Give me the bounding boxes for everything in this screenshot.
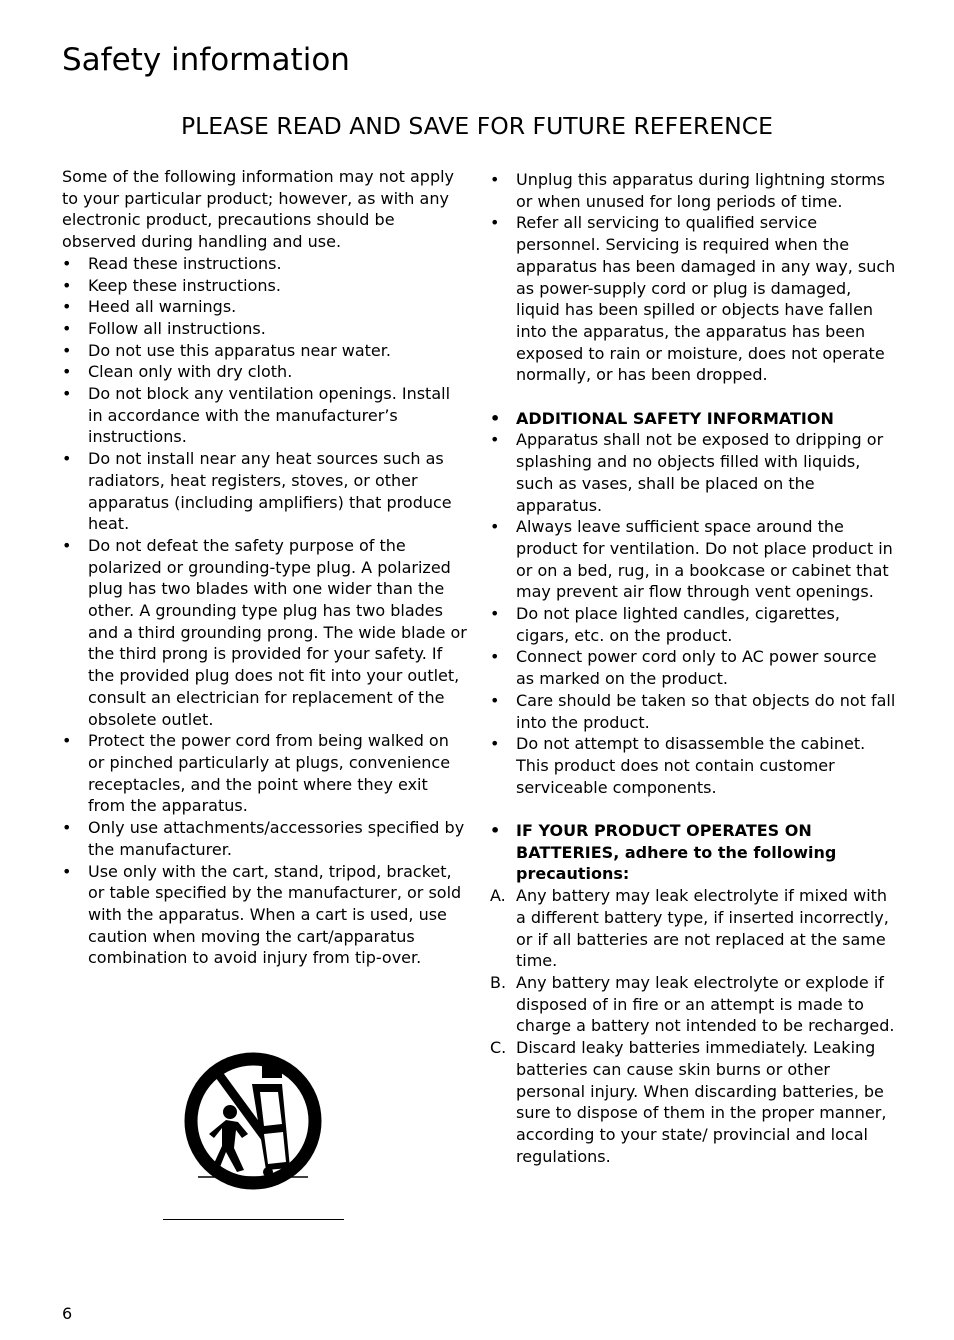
list-item [490,733,898,798]
heading-text: IF YOUR PRODUCT OPERATES ON BATTERIES, adhere to the following precautions: [516,821,837,884]
list-item [62,361,468,383]
list-item-text: Unplug this apparatus during lightning storms or when unused for long periods of time. [516,170,886,211]
list-item [62,318,468,340]
bullet-icon: • [490,821,501,841]
item-marker: A. [490,886,506,906]
list-item [490,690,898,733]
page-number: 6 [62,1304,73,1323]
list-item-text: Do not attempt to disassemble the cabinet. This product does not contain customer serviceable components. [516,734,866,797]
intro-paragraph: Some of the following information may not apply to your particular product; however, as with any electronic product, precautions should be observed during handling and use. [62,167,455,252]
item-marker: C. [490,1038,507,1058]
list-item [490,429,898,516]
list-item [490,516,898,603]
item-marker: B. [490,972,507,992]
bullet-icon: • [62,318,72,338]
list-item-text: Any battery may leak electrolyte or explode if disposed of in fire or an attempt is made to charge a battery not intended to be recharged. [516,972,895,1036]
list-item [490,1037,898,1167]
list-item [490,885,898,972]
bullet-icon: • [62,340,72,360]
bullet-icon: • [490,734,500,754]
bullet-icon: • [490,430,500,450]
list-item-text: Heed all warnings. [88,297,237,317]
list-item [62,535,468,730]
bullet-icon: • [62,275,72,295]
list-item-text: Always leave sufficient space around the product for ventilation. Do not place product in or on a bed, rug, in a bookcase or cabinet that may prevent air flow through vent openings. [516,517,893,602]
bullet-icon: • [490,647,500,667]
list-item-text: Keep these instructions. [88,275,281,295]
list-item-text: Read these instructions. [88,253,282,273]
bullet-icon: • [490,213,500,233]
batteries-heading [490,820,898,885]
list-item-text: Follow all instructions. [88,318,266,338]
bullet-icon: • [62,297,72,317]
battery-list [490,820,898,1167]
list-item-text: Discard leaky batteries immediately. Leaking batteries can cause skin burns or other personal injury. When discarding batteries, be sure to dispose of them in the proper manner, according to your state/ provincial and local regulations. [516,1038,887,1166]
bullet-icon: • [62,449,72,469]
safety-instructions-list [62,253,468,969]
bullet-icon: • [62,818,72,838]
additional-safety-heading [490,408,898,430]
bullet-icon: • [490,170,500,189]
bullet-icon: • [490,690,500,710]
list-item-text: Apparatus shall not be exposed to dripping or splashing and no objects filled with liquids, such as vases, shall be placed on the apparatus. [516,430,884,515]
list-item [62,861,468,970]
additional-safety-list [490,408,898,799]
list-item [490,646,898,689]
list-item-text: Any battery may leak electrolyte if mixed with a different battery type, if inserted incorrectly, or if all batteries are not replaced at the same time. [516,886,889,971]
bullet-icon: • [62,362,72,382]
bullet-icon: • [490,408,501,428]
list-item-text: Do not install near any heat sources such as radiators, heat registers, stoves, or other apparatus (including amplifiers) that produce heat. [88,449,452,534]
list-item-text: Do not use this apparatus near water. [88,340,391,360]
list-item-text: Do not block any ventilation openings. Install in accordance with the manufacturer’s instructions. [88,384,451,447]
bullet-icon: • [490,604,500,624]
bullet-icon: • [62,861,72,881]
list-item [62,340,468,362]
page-subtitle: PLEASE READ AND SAVE FOR FUTURE REFERENCE [180,112,774,140]
list-item-text: Care should be taken so that objects do not fall into the product. [516,690,896,732]
list-item-text: Use only with the cart, stand, tripod, bracket, or table specified by the manufacturer, or sold with the apparatus. When a cart is used, use caution when moving the cart/apparatus combination to avoid injury from tip-over. [88,861,462,968]
list-item [62,730,468,817]
list-item [62,253,468,275]
list-item [62,448,468,535]
list-item-text: Do not place lighted candles, cigarettes, cigars, etc. on the product. [516,604,840,645]
list-item [62,296,468,318]
divider-line [163,1219,344,1220]
servicing-list [490,169,898,386]
list-item-text: Do not defeat the safety purpose of the polarized or grounding-type plug. A polarized plug has two blades with one wider than the other. A grounding type plug has two blades and a third grounding prong. The wide blade or the third prong is provided for your safety. If the provided plug does not fit into your outlet, consult an electrician for replacement of the obsolete outlet. [88,535,467,729]
list-item [62,275,468,297]
list-item [490,603,898,646]
list-item-text: Only use attachments/accessories specified by the manufacturer. [88,818,465,859]
bullet-icon: • [490,517,500,537]
list-item-text: Refer all servicing to qualified service personnel. Servicing is required when the apparatus has been damaged in any way, such as power-supply cord or plug is damaged, liquid has been spilled or objects have fallen into the apparatus, the apparatus has been exposed to rain or moisture, does not operate normally, or has been dropped. [516,213,896,385]
bullet-icon: • [62,253,72,273]
list-item-text: Connect power cord only to AC power source as marked on the product. [516,647,877,689]
list-item [490,169,898,212]
list-item [62,383,468,448]
bullet-icon: • [62,384,72,404]
list-item [490,212,898,386]
list-item-text: Clean only with dry cloth. [88,362,293,382]
list-item [62,817,468,860]
page-title: Safety information [62,42,350,78]
heading-text: ADDITIONAL SAFETY INFORMATION [516,408,834,428]
cart-tip-over-warning-icon [182,1050,324,1192]
right-column [490,169,898,1167]
bullet-icon: • [62,731,72,751]
list-item-text: Protect the power cord from being walked on or pinched particularly at plugs, convenience receptacles, and the point where they exit from the apparatus. [88,731,451,816]
left-column [62,166,468,969]
list-item [490,972,898,1037]
bullet-icon: • [62,535,72,555]
